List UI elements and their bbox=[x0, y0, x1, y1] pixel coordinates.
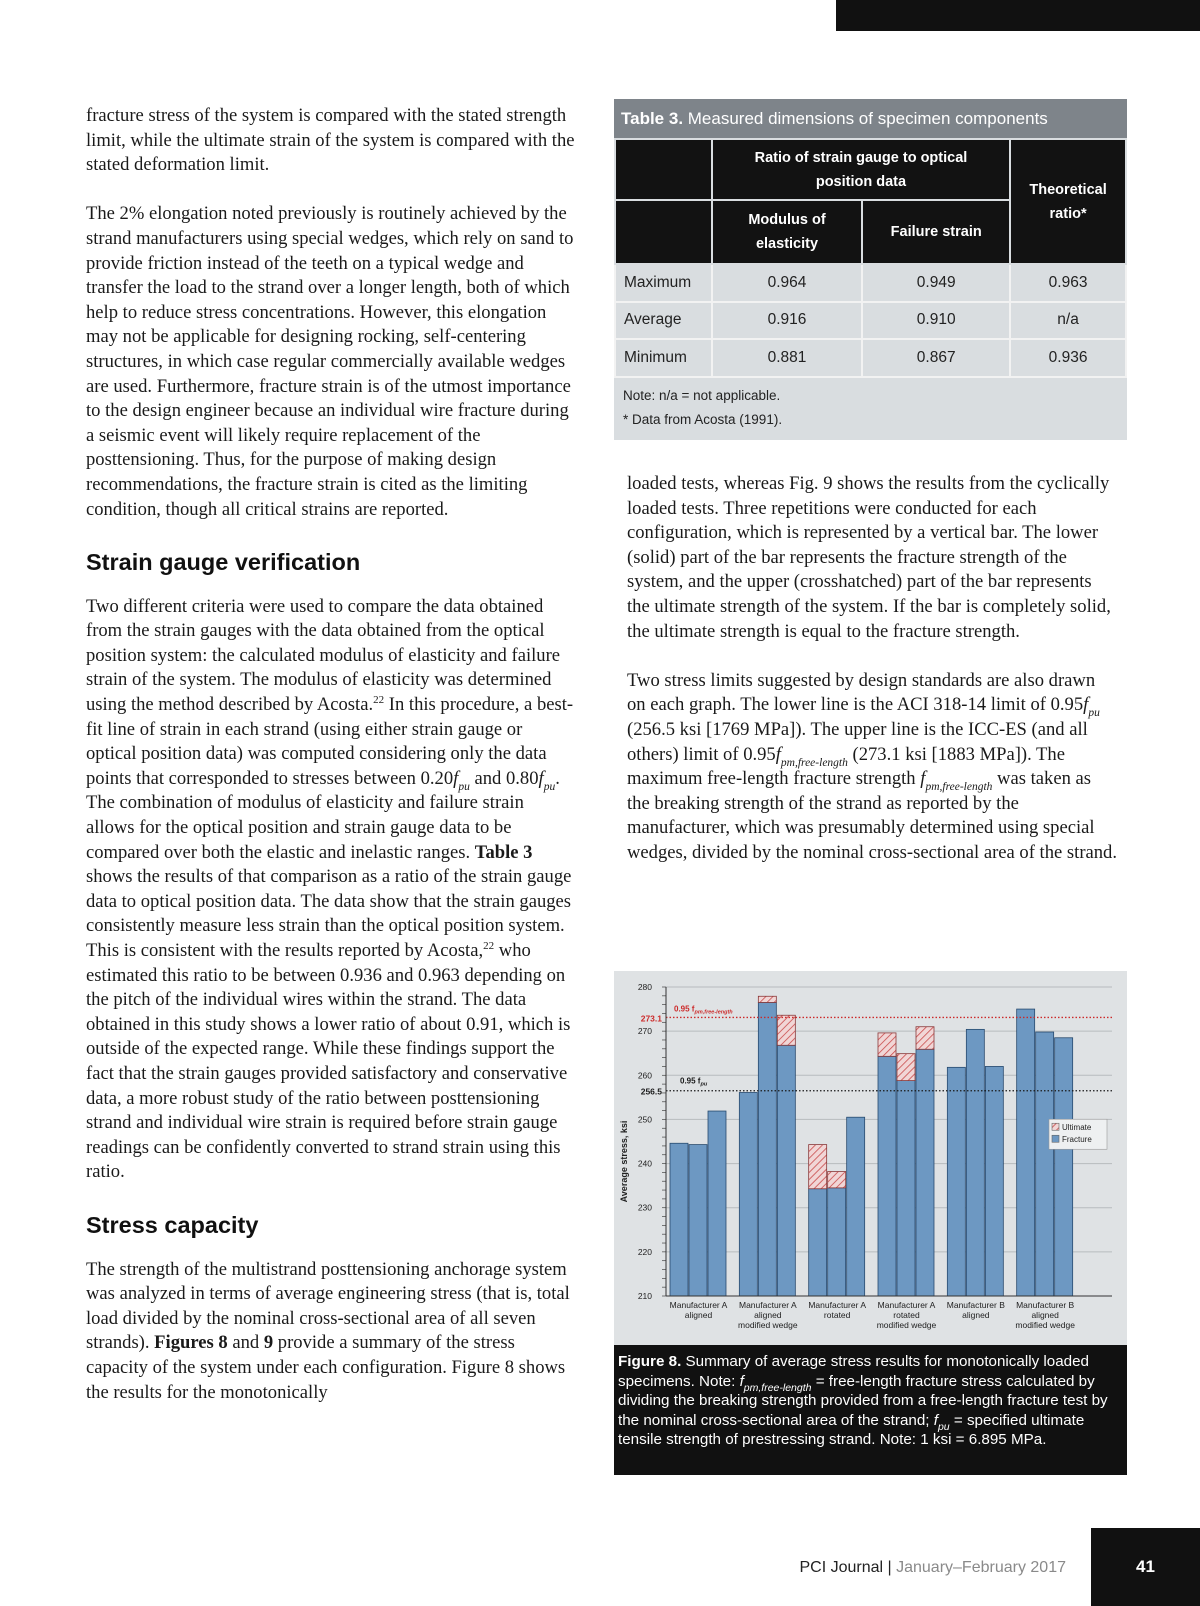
bar-fracture bbox=[947, 1067, 965, 1296]
legend-label-ultimate: Ultimate bbox=[1062, 1122, 1092, 1132]
figure-9-link[interactable]: 9 bbox=[263, 1332, 274, 1354]
bar-fracture bbox=[966, 1029, 984, 1296]
x-category-label: aligned bbox=[1031, 1310, 1059, 1320]
x-category-label: Manufacturer A bbox=[669, 1300, 728, 1310]
table-3-corner-2 bbox=[615, 200, 712, 264]
lower-limit-label: 0.95 $f_{pu}$ bbox=[680, 1076, 708, 1088]
figure-8-link[interactable]: Figures 8 bbox=[154, 1332, 228, 1354]
y-tick-label: 260 bbox=[637, 1070, 652, 1081]
figure-8 bbox=[614, 971, 1127, 1345]
bar-fracture bbox=[1017, 1009, 1035, 1296]
paragraph-loaded-tests: loaded tests, whereas Fig. 9 shows the results from the cyclically loaded tests. Three repetitions were conducted for each configuration, which is represented by a vertical bar. The lower (solid) part of the bar represents the fracture strength of the system, and the upper (crosshatched) part of the bar represents the ultimate strength of the system. If the bar is completely solid, the ultimate strength is equal to the fracture strength. bbox=[627, 473, 1111, 642]
y-tick-label: 270 bbox=[637, 1026, 652, 1037]
upper-limit-label: 0.95 $f_{pm,free-length}$ bbox=[674, 1004, 733, 1016]
bar-fracture bbox=[916, 1049, 934, 1296]
bar-fracture bbox=[670, 1143, 688, 1296]
paragraph-strain-gauge: Two different criteria were used to compare the data obtained from the strain gauges with the data obtained from the optical position system: the calculated modulus of elasticity and failure strain of the system. The modulus of elasticity was determined using the method described by Acosta.$^{22}$ In this procedure, a best-fit line of strain in each strand (using either strain gauge or optical position data) was computed considering only the data points that corresponded to stresses between $0.20f_{pu}$ and $0.80f_{pu}$. The combination of modulus of elasticity and failure strain allows for the optical position and strain gauge data to be compared over both the elastic and inelastic ranges. Table 3 shows the results of that comparison as a ratio of the strain gauge data to optical position data. The data show that the strain gauges consistently measure less strain than the optical position system. This is consistent with the results reported by Acosta,$^{22}$ who estimated this ratio to be between 0.936 and 0.963 depending on the pitch of the individual wires within the strand. The data obtained in this study shows a lower ratio of about 0.91, which is outside of the expected range. While these findings support the fact that the strain gauges provided satisfactory and conservative data, a more robust study of the ratio between posttensioning strand and individual wire strain is required before strain gauge readings can be confidently converted to strand strain using this ratio. bbox=[86, 595, 574, 1183]
table-3-caption: Table 3. Measured dimensions of specimen components bbox=[614, 99, 1127, 138]
x-category-label: Manufacturer A bbox=[877, 1300, 936, 1310]
y-tick-label: 250 bbox=[637, 1114, 652, 1125]
bar-fracture bbox=[897, 1081, 915, 1296]
row-label: Maximum bbox=[615, 264, 712, 302]
x-category-label: aligned bbox=[684, 1310, 713, 1320]
bar-fracture bbox=[758, 1002, 776, 1296]
paragraph-stress-limits: Two stress limits suggested by design standards are also drawn on each graph. The lower line is the ACI 318-14 limit of $0.95f_{pu}$ (256.5 ksi [1769 MPa]). The upper line is the ICC-ES (and all others) limit of $0.95f_{pm,free-length}$ (273.1 ksi [1883 MPa]). The maximum free-length fracture strength $f_{pm,free-length}$ was taken as the breaking strength of the strand as reported by the manufacturer, which was presumably determined using special wedges, divided by the nominal cross-sectional area of the strand. bbox=[627, 669, 1118, 863]
bar-fracture bbox=[985, 1066, 1003, 1296]
table-3-group-header: Ratio of strain gauge to optical position data bbox=[712, 139, 1010, 200]
cell-modulus: 0.916 bbox=[712, 302, 862, 340]
cell-failure: 0.949 bbox=[862, 264, 1010, 302]
bar-ultimate bbox=[897, 1054, 915, 1081]
heading-strain-gauge: Strain gauge verification bbox=[86, 548, 361, 575]
right-column bbox=[627, 472, 1117, 890]
bar-fracture bbox=[689, 1145, 707, 1296]
x-category-label: aligned bbox=[754, 1310, 782, 1320]
table-3-modulus-header: Modulus of elasticity bbox=[712, 200, 862, 264]
row-label: Average bbox=[615, 302, 712, 340]
table-3-failure-header: Failure strain bbox=[862, 200, 1010, 264]
paragraph-elongation: The 2% elongation noted previously is routinely achieved by the strand manufacturers using special wedges, which rely on sand to provide friction instead of the teeth on a typical wedge and transfer the load to the strand over a longer length, both of which help to reduce stress concentrations. However, this elongation may not be applicable for designing rocking, self-centering structures, in which case regular commercially available wedges are used. Furthermore, fracture strain is of the utmost importance to the design engineer because an individual wire fracture during a seismic event will likely require replacement of the posttensioning. Thus, for the purpose of making design recommendations, the fracture strain is cited as the limiting condition, though all critical strains are reported. bbox=[86, 203, 574, 520]
bar-ultimate bbox=[758, 996, 776, 1002]
table-3 bbox=[614, 99, 1127, 440]
x-category-label: modified wedge bbox=[876, 1320, 937, 1330]
page-number: 41 bbox=[1091, 1528, 1200, 1606]
bar-ultimate bbox=[828, 1172, 846, 1188]
x-category-label: modified wedge bbox=[738, 1320, 798, 1330]
bar-ultimate bbox=[878, 1033, 896, 1056]
y-tick-label: 210 bbox=[637, 1291, 652, 1301]
bar-fracture bbox=[809, 1189, 827, 1296]
upper-limit-value: 273.1 bbox=[640, 1013, 662, 1024]
table-row bbox=[615, 339, 1126, 377]
paragraph-fracture-stress: fracture stress of the system is compared with the stated strength limit, while the ultimate strain of the system is compared with the stated deformation limit. bbox=[86, 105, 575, 176]
cell-modulus: 0.964 bbox=[712, 264, 862, 302]
bar-fracture bbox=[708, 1111, 726, 1296]
left-column bbox=[86, 104, 576, 1430]
cell-theoretical: n/a bbox=[1010, 302, 1126, 340]
bar-fracture bbox=[878, 1056, 896, 1296]
y-tick-label: 230 bbox=[637, 1202, 652, 1213]
x-category-label: Manufacturer A bbox=[808, 1300, 866, 1310]
table-3-grid bbox=[614, 138, 1127, 378]
legend-swatch-fracture bbox=[1052, 1135, 1059, 1142]
x-category-label: rotated bbox=[893, 1310, 920, 1320]
bar-fracture bbox=[777, 1045, 795, 1296]
figure-8-chart bbox=[614, 971, 1127, 1345]
cell-theoretical: 0.963 bbox=[1010, 264, 1126, 302]
bar-ultimate bbox=[777, 1015, 795, 1045]
lower-limit-value: 256.5 bbox=[640, 1086, 662, 1097]
x-category-label: Manufacturer B bbox=[946, 1300, 1005, 1310]
paragraph-stress-capacity: The strength of the multistrand posttensioning anchorage system was analyzed in terms of average engineering stress (that is, total load divided by the nominal cross-sectional area of all seven strands). Figures 8 and 9 provide a summary of the stress capacity of the system under each configuration. Figure 8 shows the results for the monotonically bbox=[86, 1258, 570, 1403]
cell-modulus: 0.881 bbox=[712, 339, 862, 377]
y-tick-label: 280 bbox=[637, 982, 652, 992]
bar-ultimate bbox=[809, 1145, 827, 1189]
x-category-label: Manufacturer B bbox=[1016, 1300, 1075, 1310]
bar-fracture bbox=[1036, 1032, 1054, 1296]
x-category-label: rotated bbox=[823, 1310, 851, 1320]
x-category-label: Manufacturer A bbox=[739, 1300, 797, 1310]
header-bar bbox=[836, 0, 1200, 31]
legend-label-fracture: Fracture bbox=[1062, 1134, 1092, 1144]
table-3-corner bbox=[615, 139, 712, 200]
table-3-note-na: Note: n/a = not applicable. bbox=[623, 387, 781, 403]
table-3-link[interactable]: Table 3 bbox=[474, 841, 533, 863]
cell-failure: 0.910 bbox=[862, 302, 1010, 340]
row-label: Minimum bbox=[615, 339, 712, 377]
bar-ultimate bbox=[916, 1027, 934, 1050]
y-axis-title: Average stress, ksi bbox=[619, 1120, 629, 1203]
table-3-theoretical-header: Theoretical ratio* bbox=[1010, 139, 1126, 264]
x-category-label: aligned bbox=[962, 1310, 990, 1320]
table-row bbox=[615, 302, 1126, 340]
cell-failure: 0.867 bbox=[862, 339, 1010, 377]
reference-22[interactable]: 22 bbox=[373, 694, 385, 707]
heading-stress-capacity: Stress capacity bbox=[86, 1211, 259, 1238]
bar-fracture bbox=[828, 1188, 846, 1296]
cell-theoretical: 0.936 bbox=[1010, 339, 1126, 377]
x-category-label: modified wedge bbox=[1015, 1320, 1075, 1330]
table-row bbox=[615, 264, 1126, 302]
figure-8-caption: Figure 8. Summary of average stress results for monotonically loaded specimens. Note: $f_{pm,free-length}$ = free-length fracture stress calculated by dividing the breaking strength provided from a free-length fracture test by the nominal cross-sectional area of the strand; $f_{pu}$ = specified ultimate tensile strength of prestressing strand. Note: 1 ksi = 6.895 MPa. bbox=[614, 1345, 1127, 1475]
reference-22-second[interactable]: 22 bbox=[483, 940, 495, 952]
y-tick-label: 220 bbox=[637, 1246, 652, 1257]
footer-journal: PCI Journal | January–February 2017 bbox=[799, 1559, 1066, 1576]
bar-fracture bbox=[739, 1093, 757, 1296]
legend-swatch-ultimate bbox=[1052, 1123, 1059, 1130]
bar-fracture bbox=[1055, 1038, 1073, 1296]
table-3-notes bbox=[614, 378, 1127, 440]
y-tick-label: 240 bbox=[637, 1158, 652, 1169]
bar-fracture bbox=[847, 1117, 865, 1296]
table-3-note-source: * Data from Acosta (1991). bbox=[623, 411, 783, 427]
